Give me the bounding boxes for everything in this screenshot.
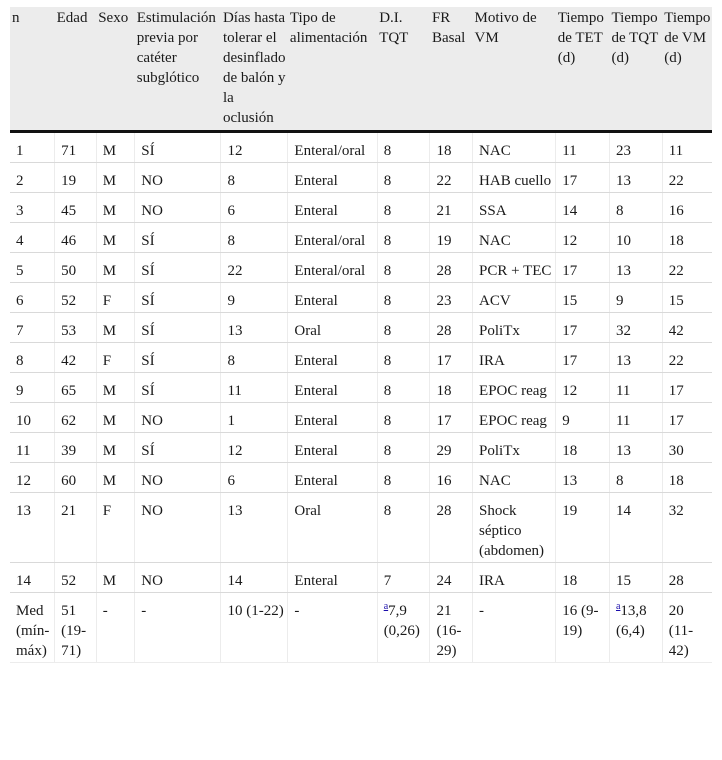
cell-dias: 12	[221, 132, 288, 163]
summary-tet: 16 (9-19)	[556, 593, 610, 663]
cell-motivo-vm: EPOC reag	[473, 373, 556, 403]
cell-sexo: F	[96, 283, 135, 313]
cell-edad: 39	[55, 433, 97, 463]
cell-fr-basal: 29	[430, 433, 473, 463]
summary-motivo: -	[473, 593, 556, 663]
table-header	[10, 7, 712, 132]
cell-motivo-vm: Shock séptico (abdomen)	[473, 493, 556, 563]
summary-label: Med (mín-máx)	[10, 593, 55, 663]
cell-fr-basal: 18	[430, 373, 473, 403]
cell-dias: 8	[221, 163, 288, 193]
summary-tqt	[609, 593, 662, 663]
cell-dias: 8	[221, 223, 288, 253]
header-estimulacion: Estimulación previa por catéter subglótico	[135, 7, 221, 132]
table-row	[10, 373, 712, 403]
cell-dias: 6	[221, 463, 288, 493]
cell-tiempo-vm: 16	[662, 193, 712, 223]
cell-di-tqt: 8	[377, 283, 430, 313]
cell-alimentacion: Enteral	[288, 463, 377, 493]
cell-estimulacion: NO	[135, 193, 221, 223]
cell-n: 8	[10, 343, 55, 373]
summary-dias: 10 (1-22)	[221, 593, 288, 663]
cell-alimentacion: Enteral	[288, 403, 377, 433]
cell-estimulacion: SÍ	[135, 343, 221, 373]
cell-fr-basal: 24	[430, 563, 473, 593]
header-edad: Edad	[55, 7, 97, 132]
cell-di-tqt: 8	[377, 493, 430, 563]
cell-estimulacion: SÍ	[135, 283, 221, 313]
cell-tiempo-tet: 17	[556, 253, 610, 283]
cell-sexo: M	[96, 253, 135, 283]
cell-di-tqt: 7	[377, 563, 430, 593]
cell-di-tqt: 8	[377, 343, 430, 373]
cell-di-tqt: 8	[377, 463, 430, 493]
cell-di-tqt: 8	[377, 373, 430, 403]
cell-dias: 12	[221, 433, 288, 463]
cell-edad: 19	[55, 163, 97, 193]
header-di-tqt: D.I. TQT	[377, 7, 430, 132]
cell-tiempo-tqt: 9	[609, 283, 662, 313]
cell-sexo: M	[96, 433, 135, 463]
table-row	[10, 223, 712, 253]
cell-motivo-vm: NAC	[473, 223, 556, 253]
summary-sexo: -	[96, 593, 135, 663]
cell-n: 4	[10, 223, 55, 253]
cell-alimentacion: Enteral	[288, 193, 377, 223]
cell-motivo-vm: IRA	[473, 343, 556, 373]
cell-fr-basal: 17	[430, 403, 473, 433]
cell-di-tqt: 8	[377, 163, 430, 193]
cell-tiempo-tqt: 32	[609, 313, 662, 343]
cell-tiempo-tqt: 8	[609, 463, 662, 493]
cell-fr-basal: 19	[430, 223, 473, 253]
table-row	[10, 343, 712, 373]
cell-dias: 9	[221, 283, 288, 313]
cell-fr-basal: 28	[430, 253, 473, 283]
cell-motivo-vm: SSA	[473, 193, 556, 223]
cell-tiempo-tet: 19	[556, 493, 610, 563]
cell-edad: 62	[55, 403, 97, 433]
cell-dias: 14	[221, 563, 288, 593]
cell-edad: 71	[55, 132, 97, 163]
cell-edad: 60	[55, 463, 97, 493]
cell-tiempo-vm: 32	[662, 493, 712, 563]
header-motivo-vm: Motivo de VM	[473, 7, 556, 132]
table-row	[10, 253, 712, 283]
summary-vm: 20 (11-42)	[662, 593, 712, 663]
cell-alimentacion: Oral	[288, 313, 377, 343]
cell-tiempo-tet: 15	[556, 283, 610, 313]
cell-sexo: M	[96, 193, 135, 223]
cell-alimentacion: Enteral/oral	[288, 223, 377, 253]
cell-tiempo-tqt: 13	[609, 433, 662, 463]
cell-tiempo-vm: 18	[662, 463, 712, 493]
cell-tiempo-tqt: 15	[609, 563, 662, 593]
header-alimentacion: Tipo de alimentación	[288, 7, 377, 132]
cell-n: 12	[10, 463, 55, 493]
cell-sexo: M	[96, 163, 135, 193]
cell-n: 3	[10, 193, 55, 223]
summary-estimulacion: -	[135, 593, 221, 663]
footnote-link[interactable]: a	[615, 601, 621, 612]
cell-dias: 1	[221, 403, 288, 433]
cell-edad: 46	[55, 223, 97, 253]
cell-motivo-vm: EPOC reag	[473, 403, 556, 433]
cell-tiempo-tet: 9	[556, 403, 610, 433]
cell-alimentacion: Oral	[288, 493, 377, 563]
cell-n: 1	[10, 132, 55, 163]
cell-dias: 6	[221, 193, 288, 223]
cell-n: 5	[10, 253, 55, 283]
cell-tiempo-tet: 14	[556, 193, 610, 223]
cell-fr-basal: 16	[430, 463, 473, 493]
table-row	[10, 283, 712, 313]
cell-tiempo-tqt: 13	[609, 163, 662, 193]
cell-sexo: M	[96, 313, 135, 343]
cell-estimulacion: SÍ	[135, 313, 221, 343]
header-tiempo-vm: Tiempo de VM (d)	[662, 7, 712, 132]
cell-tiempo-tet: 17	[556, 343, 610, 373]
summary-fr-basal: 21 (16-29)	[430, 593, 473, 663]
header-tiempo-tqt: Tiempo de TQT (d)	[609, 7, 662, 132]
cell-sexo: M	[96, 563, 135, 593]
cell-tiempo-vm: 22	[662, 253, 712, 283]
cell-n: 9	[10, 373, 55, 403]
cell-estimulacion: NO	[135, 563, 221, 593]
cell-fr-basal: 21	[430, 193, 473, 223]
cell-tiempo-tet: 17	[556, 313, 610, 343]
cell-di-tqt: 8	[377, 313, 430, 343]
footnote-link[interactable]: a	[383, 601, 389, 612]
cell-tiempo-vm: 42	[662, 313, 712, 343]
cell-dias: 8	[221, 343, 288, 373]
cell-tiempo-tet: 12	[556, 373, 610, 403]
cell-dias: 22	[221, 253, 288, 283]
cell-alimentacion: Enteral	[288, 373, 377, 403]
cell-alimentacion: Enteral	[288, 283, 377, 313]
cell-fr-basal: 17	[430, 343, 473, 373]
table-row	[10, 132, 712, 163]
summary-tqt-value: 13,8 (6,4)	[615, 603, 647, 639]
cell-edad: 45	[55, 193, 97, 223]
cell-dias: 13	[221, 313, 288, 343]
cell-tiempo-vm: 17	[662, 403, 712, 433]
cell-tiempo-vm: 28	[662, 563, 712, 593]
table-row	[10, 493, 712, 563]
table-row	[10, 313, 712, 343]
cell-n: 11	[10, 433, 55, 463]
cell-tiempo-tqt: 11	[609, 403, 662, 433]
cell-tiempo-tqt: 13	[609, 253, 662, 283]
cell-tiempo-tqt: 8	[609, 193, 662, 223]
cell-estimulacion: NO	[135, 403, 221, 433]
cell-motivo-vm: PoliTx	[473, 433, 556, 463]
cell-edad: 50	[55, 253, 97, 283]
cell-sexo: F	[96, 343, 135, 373]
cell-tiempo-tqt: 11	[609, 373, 662, 403]
cell-motivo-vm: ACV	[473, 283, 556, 313]
table-row	[10, 463, 712, 493]
cell-tiempo-tet: 12	[556, 223, 610, 253]
cell-estimulacion: NO	[135, 493, 221, 563]
cell-estimulacion: SÍ	[135, 223, 221, 253]
cell-sexo: M	[96, 132, 135, 163]
cell-di-tqt: 8	[377, 433, 430, 463]
cell-dias: 11	[221, 373, 288, 403]
cell-n: 2	[10, 163, 55, 193]
cell-tiempo-tet: 18	[556, 563, 610, 593]
cell-estimulacion: NO	[135, 463, 221, 493]
cell-n: 6	[10, 283, 55, 313]
cell-sexo: M	[96, 463, 135, 493]
cell-tiempo-vm: 11	[662, 132, 712, 163]
cell-motivo-vm: NAC	[473, 132, 556, 163]
summary-di-tqt-value: 7,9 (0,26)	[383, 603, 420, 639]
header-fr-basal: FR Basal	[430, 7, 473, 132]
table-row	[10, 193, 712, 223]
cell-di-tqt: 8	[377, 403, 430, 433]
cell-tiempo-vm: 15	[662, 283, 712, 313]
cell-fr-basal: 28	[430, 493, 473, 563]
cell-motivo-vm: PoliTx	[473, 313, 556, 343]
cell-di-tqt: 8	[377, 193, 430, 223]
header-n: n	[10, 7, 55, 132]
cell-tiempo-tqt: 13	[609, 343, 662, 373]
header-tiempo-tet: Tiempo de TET (d)	[556, 7, 610, 132]
cell-motivo-vm: NAC	[473, 463, 556, 493]
cell-alimentacion: Enteral/oral	[288, 132, 377, 163]
cell-tiempo-tet: 17	[556, 163, 610, 193]
cell-n: 13	[10, 493, 55, 563]
patient-data-table	[10, 7, 712, 663]
cell-alimentacion: Enteral	[288, 163, 377, 193]
cell-motivo-vm: PCR + TEC	[473, 253, 556, 283]
summary-edad: 51 (19-71)	[55, 593, 97, 663]
cell-motivo-vm: HAB cuello	[473, 163, 556, 193]
cell-tiempo-vm: 17	[662, 373, 712, 403]
cell-alimentacion: Enteral/oral	[288, 253, 377, 283]
cell-tiempo-tet: 11	[556, 132, 610, 163]
cell-n: 7	[10, 313, 55, 343]
table-row	[10, 563, 712, 593]
table-row	[10, 163, 712, 193]
table-body	[10, 132, 712, 663]
cell-tiempo-tqt: 23	[609, 132, 662, 163]
cell-sexo: M	[96, 373, 135, 403]
cell-estimulacion: SÍ	[135, 132, 221, 163]
cell-estimulacion: SÍ	[135, 253, 221, 283]
cell-fr-basal: 22	[430, 163, 473, 193]
header-sexo: Sexo	[96, 7, 135, 132]
cell-estimulacion: SÍ	[135, 433, 221, 463]
summary-alimentacion: -	[288, 593, 377, 663]
cell-fr-basal: 23	[430, 283, 473, 313]
header-dias: Días hasta tolerar el desinflado de balón y la oclusión	[221, 7, 288, 132]
cell-n: 10	[10, 403, 55, 433]
cell-tiempo-tet: 13	[556, 463, 610, 493]
cell-edad: 53	[55, 313, 97, 343]
cell-tiempo-vm: 22	[662, 343, 712, 373]
summary-di-tqt	[377, 593, 430, 663]
cell-sexo: M	[96, 223, 135, 253]
cell-edad: 21	[55, 493, 97, 563]
cell-sexo: M	[96, 403, 135, 433]
cell-fr-basal: 28	[430, 313, 473, 343]
cell-alimentacion: Enteral	[288, 563, 377, 593]
cell-di-tqt: 8	[377, 223, 430, 253]
header-row	[10, 7, 712, 132]
table-row	[10, 403, 712, 433]
cell-fr-basal: 18	[430, 132, 473, 163]
cell-tiempo-vm: 18	[662, 223, 712, 253]
cell-edad: 42	[55, 343, 97, 373]
cell-estimulacion: NO	[135, 163, 221, 193]
cell-tiempo-tet: 18	[556, 433, 610, 463]
cell-tiempo-vm: 22	[662, 163, 712, 193]
cell-alimentacion: Enteral	[288, 343, 377, 373]
cell-edad: 65	[55, 373, 97, 403]
cell-motivo-vm: IRA	[473, 563, 556, 593]
summary-row	[10, 593, 712, 663]
cell-n: 14	[10, 563, 55, 593]
cell-di-tqt: 8	[377, 132, 430, 163]
cell-tiempo-tqt: 14	[609, 493, 662, 563]
cell-tiempo-tqt: 10	[609, 223, 662, 253]
cell-alimentacion: Enteral	[288, 433, 377, 463]
cell-edad: 52	[55, 283, 97, 313]
cell-dias: 13	[221, 493, 288, 563]
table-row	[10, 433, 712, 463]
cell-estimulacion: SÍ	[135, 373, 221, 403]
cell-edad: 52	[55, 563, 97, 593]
cell-di-tqt: 8	[377, 253, 430, 283]
cell-sexo: F	[96, 493, 135, 563]
cell-tiempo-vm: 30	[662, 433, 712, 463]
